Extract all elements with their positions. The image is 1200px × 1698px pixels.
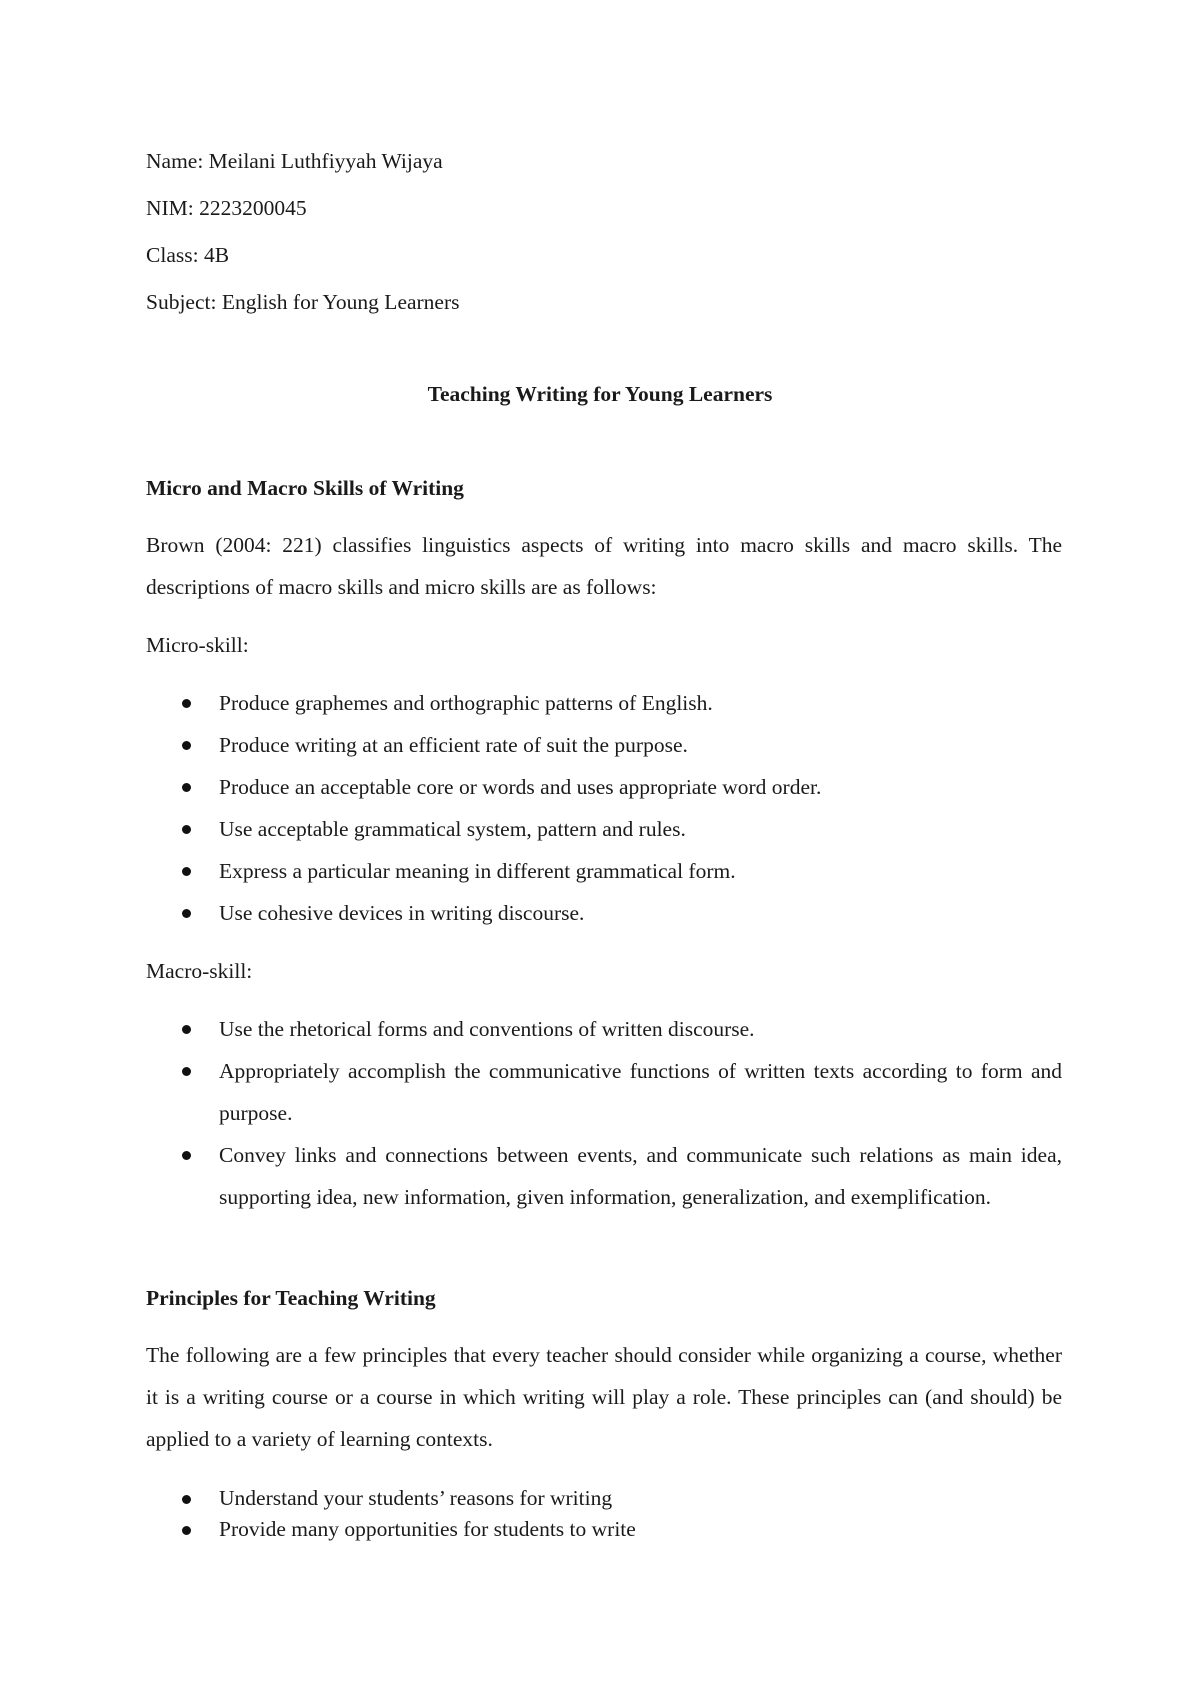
list-item: Provide many opportunities for students to write	[146, 1514, 1062, 1545]
bullet-icon	[182, 1495, 191, 1504]
course-subject: Subject: English for Young Learners	[146, 290, 460, 314]
bullet-icon	[182, 699, 191, 708]
list-item: Appropriately accomplish the communicative functions of written texts according to form and purpose.	[146, 1050, 1062, 1134]
list-item: Use cohesive devices in writing discourse.	[146, 892, 1062, 934]
bullet-icon	[182, 1025, 191, 1034]
bullet-icon	[182, 1067, 191, 1076]
list-item: Use acceptable grammatical system, pattern and rules.	[146, 808, 1062, 850]
list-item: Convey links and connections between events, and communicate such relations as main idea, supporting idea, new information, given information, generalization, and exemplification.	[146, 1134, 1062, 1218]
student-nim: NIM: 2223200045	[146, 196, 307, 220]
list-item: Produce writing at an efficient rate of suit the purpose.	[146, 724, 1062, 766]
student-name: Name: Meilani Luthfiyyah Wijaya	[146, 149, 443, 173]
student-class: Class: 4B	[146, 243, 230, 267]
list-item: Understand your students’ reasons for writing	[146, 1483, 1062, 1514]
bullet-icon	[182, 1151, 191, 1160]
list-item: Produce graphemes and orthographic patterns of English.	[146, 682, 1062, 724]
section-heading-principles: Principles for Teaching Writing	[146, 1286, 436, 1310]
section-intro-micro-macro: Brown (2004: 221) classifies linguistics aspects of writing into macro skills and macro skills. The descriptions of macro skills and micro skills are as follows:	[146, 533, 1062, 599]
bullet-icon	[182, 825, 191, 834]
list-item: Use the rhetorical forms and conventions of written discourse.	[146, 1008, 1062, 1050]
list-item: Produce an acceptable core or words and uses appropriate word order.	[146, 766, 1062, 808]
micro-skill-label: Micro-skill:	[146, 633, 249, 657]
macro-skill-label: Macro-skill:	[146, 959, 253, 983]
bullet-icon	[182, 909, 191, 918]
list-item: Express a particular meaning in different grammatical form.	[146, 850, 1062, 892]
bullet-icon	[182, 741, 191, 750]
bullet-icon	[182, 867, 191, 876]
bullet-icon	[182, 783, 191, 792]
document-title: Teaching Writing for Young Learners	[427, 382, 773, 406]
section-intro-principles: The following are a few principles that every teacher should consider while organizing a course, whether it is a writing course or a course in which writing will play a role. These principles can (and should) be applied to a variety of learning contexts.	[146, 1343, 1062, 1451]
section-heading-micro-macro: Micro and Macro Skills of Writing	[146, 476, 464, 500]
micro-skill-list	[146, 682, 1062, 934]
principles-list	[146, 1483, 1062, 1545]
bullet-icon	[182, 1526, 191, 1535]
macro-skill-list	[146, 1008, 1062, 1218]
